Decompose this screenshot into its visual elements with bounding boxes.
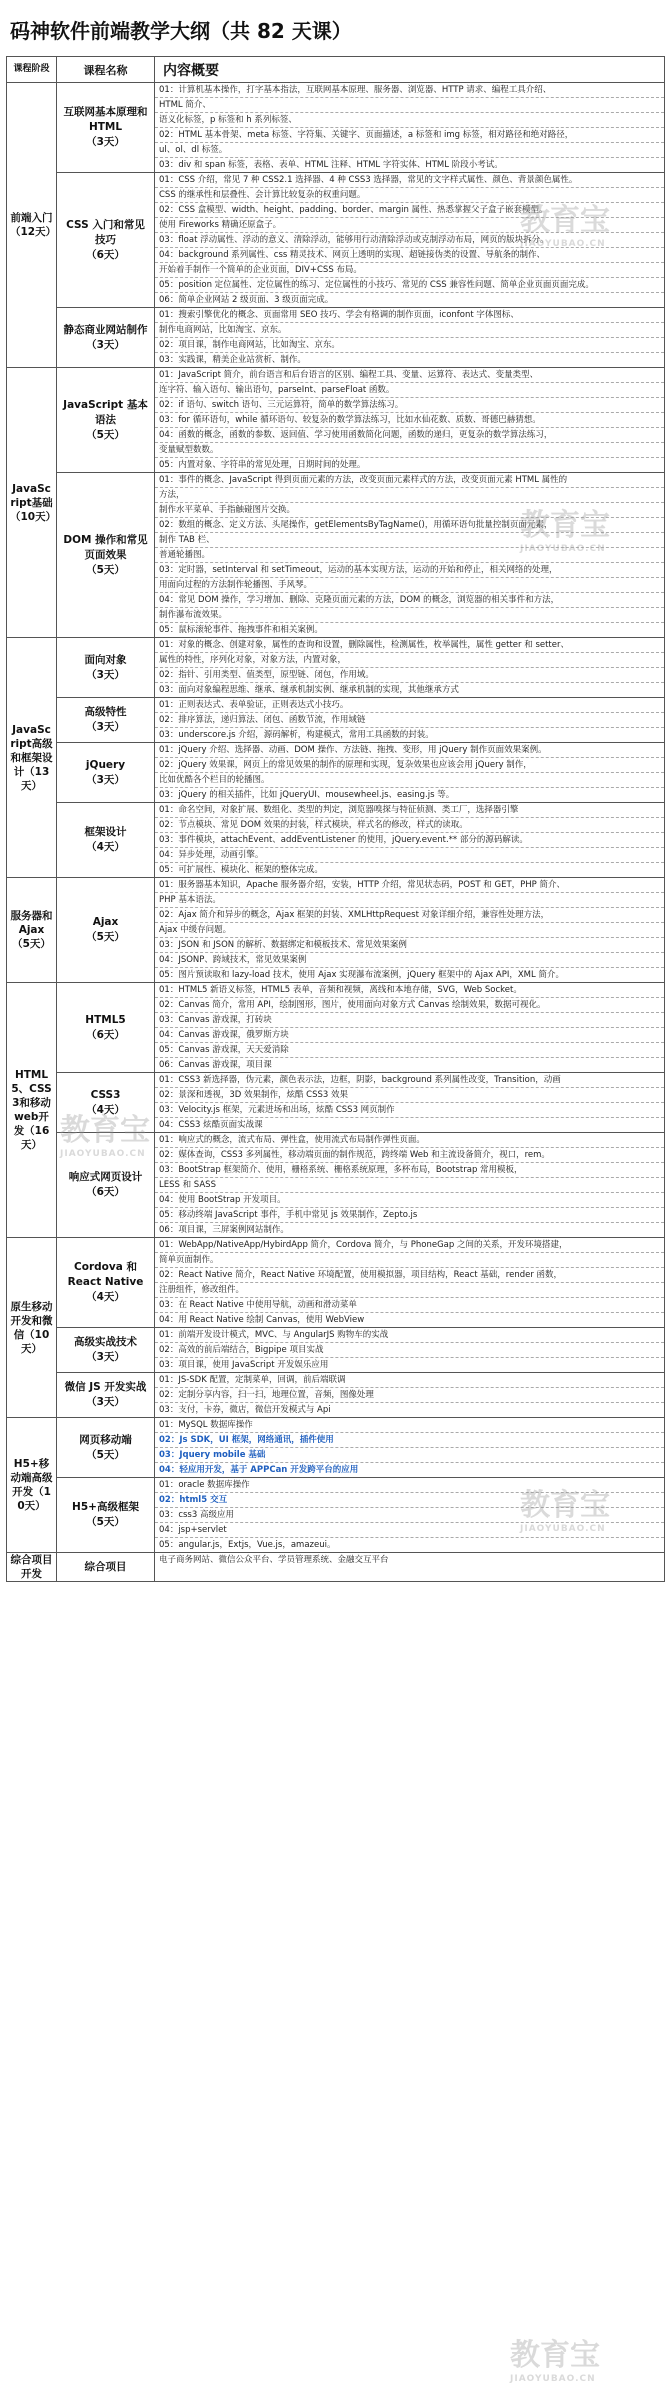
course-days: （6天） [86, 248, 125, 261]
desc-line: 03：项目课，使用 JavaScript 开发娱乐应用 [155, 1357, 664, 1372]
desc-line: 01：HTML5 新语义标签，HTML5 表单，音频和视频，离线和本地存储，SVG，Web Socket。 [159, 985, 522, 995]
course-days: （3天） [86, 773, 125, 786]
course-cell [57, 1073, 155, 1133]
desc-line: 04：异步处理，动画引擎。 [155, 847, 664, 862]
desc-line: 简单页面制作。 [155, 1252, 664, 1267]
course-name: JavaScript 基本语法 [63, 398, 148, 426]
desc-line: 03：jQuery 的相关插件，比如 jQueryUI、mousewheel.js、easing.js 等。 [155, 787, 664, 802]
watermark: 教育宝 JIAOYUBAO.CN [520, 203, 610, 249]
desc-line: 03：事件模块，attachEvent、addEventListener 的使用，jQuery.event.** 部分的源码解读。 [155, 832, 664, 847]
desc-line: 05：移动终端 JavaScript 事件，手机中常见 js 效果制作，Zepto.js [155, 1207, 664, 1222]
course-cell [57, 983, 155, 1073]
desc-line: 01：jQuery 介绍、选择器、动画、DOM 操作、方法链、拖拽、变形，用 jQuery 制作页面效果案例。 [159, 745, 547, 755]
course-desc [155, 698, 665, 743]
desc-line: 05：图片预读取和 lazy-load 技术，使用 Ajax 实现瀑布流案例，jQuery 框架中的 Ajax API，XML 简介。 [155, 967, 664, 982]
course-days: （4天） [86, 1291, 125, 1303]
desc-line: 01：命名空间，对象扩展、数组化、类型的判定，浏览器嗅探与特征侦测、类工厂，选择器引擎 [159, 805, 519, 815]
desc-line: 比如优酷各个栏目的轮播图。 [155, 772, 664, 787]
desc-line: 属性的特性，序列化对象，对象方法，内置对象， [155, 652, 664, 667]
desc-line: 05：Canvas 游戏课，天天爱消除 [155, 1042, 664, 1057]
table-row [7, 1553, 665, 1582]
desc-line: 02：jQuery 效果课，网页上的常见效果的制作的原理和实现，复杂效果也应该会用 jQuery 制作， [155, 757, 664, 772]
course-desc [155, 1073, 665, 1133]
course-cell [57, 743, 155, 803]
stage-name: HTML5、CSS3和移动web开发（16天） [7, 983, 57, 1238]
course-name: DOM 操作和常见页面效果 [63, 533, 148, 561]
desc-line: 开始着手制作一个简单的企业页面，DIV+CSS 布局。 [155, 262, 664, 277]
desc-line: 01：JS-SDK 配置，定制菜单，回调，前后端联调 [159, 1375, 346, 1385]
table-row [7, 698, 665, 743]
course-cell [57, 368, 155, 473]
desc-line: 02：高效的前后端结合，Bigpipe 项目实战 [155, 1342, 664, 1357]
course-days: （3天） [86, 338, 125, 351]
desc-line: 使用 Fireworks 精确还原盒子。 [155, 217, 664, 232]
desc-line: PHP 基本语法。 [155, 892, 664, 907]
desc-line: 语义化标签，p 标签和 h 系列标签、 [155, 112, 664, 127]
table-row [7, 983, 665, 1073]
table-row [7, 1133, 665, 1238]
table-row [7, 308, 665, 368]
course-cell [57, 173, 155, 308]
desc-line: 02：React Native 简介，React Native 环境配置，使用模拟器，项目结构，React 基础，render 函数， [155, 1267, 664, 1282]
header-stage: 课程阶段 [7, 57, 57, 83]
desc-line: 04：函数的概念，函数的参数、返回值、学习使用函数简化问题，函数的递归，更复杂的数学算法练习， [155, 427, 664, 442]
table-header-row [7, 57, 665, 83]
desc-line: ul、ol、dl 标签。 [155, 142, 664, 157]
course-days: （5天） [86, 1448, 125, 1461]
desc-line: Ajax 中缓存问题。 [155, 922, 664, 937]
course-name: HTML5 [85, 1013, 126, 1026]
course-name: CSS3 [90, 1088, 121, 1101]
desc-line: 02：节点模块、常见 DOM 效果的封装，样式模块，样式名的修改，样式的读取。 [155, 817, 664, 832]
course-desc [155, 1238, 665, 1328]
desc-line: 03：BootStrap 框架简介、使用，栅格系统、栅格系统原理，多杯布局，Bootstrap 常用模板， [155, 1162, 664, 1177]
course-cell [57, 1133, 155, 1238]
desc-line: 01：JavaScript 简介，前台语言和后台语言的区别、编程工具、变量、运算符、表达式、变量类型、 [159, 370, 539, 380]
course-cell [57, 1418, 155, 1478]
desc-line: 制作电商网站，比如淘宝、京东。 [155, 322, 664, 337]
stage-name: JavaScript高级和框架设计（13天） [7, 638, 57, 878]
desc-line: 电子商务网站、微信公众平台、学员管理系统、金融交互平台 [159, 1555, 389, 1565]
desc-line: 03：css3 高级应用 [155, 1507, 664, 1522]
desc-line: CSS 的继承性和层叠性、会计算比较复杂的权重问题。 [155, 187, 664, 202]
course-name: 高级实战技术 [74, 1336, 137, 1348]
course-cell [57, 803, 155, 878]
course-name: 面向对象 [84, 653, 127, 666]
desc-line: 01：oracle 数据库操作 [159, 1480, 250, 1490]
desc-line: 01：CSS3 新选择器，伪元素，颜色表示法，边框，阴影，background 系列属性改变，Transition，动画 [159, 1075, 561, 1085]
course-days: （5天） [86, 1516, 125, 1528]
desc-line: 03：for 循环语句，while 循环语句、较复杂的数学算法练习，比如水仙花数、质数、哥德巴赫猜想。 [155, 412, 664, 427]
desc-line: 01：WebApp/NativeApp/HybirdApp 简介，Cordova 简介，与 PhoneGap 之间的关系，开发环境搭建， [159, 1240, 568, 1250]
desc-line: 05：鼠标滚轮事件、拖拽事件和相关案例。 [155, 622, 664, 637]
desc-line: 06：简单企业网站 2 级页面、3 级页面完成。 [155, 292, 664, 307]
watermark: 教育宝 JIAOYUBAO.CN [60, 1113, 150, 1159]
desc-line: 01：服务器基本知识，Apache 服务器介绍，安装，HTTP 介绍，常见状态码，POST 和 GET，PHP 简介、 [159, 880, 565, 890]
desc-line: 01：响应式的概念，流式布局、弹性盒，使用流式布局制作弹性页面。 [159, 1135, 425, 1145]
desc-line: 01：计算机基本操作，打字基本指法，互联网基本原理、服务器、浏览器、HTTP 请求、编程工具介绍、 [159, 85, 552, 95]
desc-line: 02：html5 交互 [155, 1492, 664, 1507]
desc-line: 01：搜索引擎优化的概念、页面常用 SEO 技巧、学会有格调的制作页面，iconfont 字体图标、 [159, 310, 519, 320]
desc-line: 02：数组的概念、定义方法、头尾操作，getElementsByTagName()，用循环语句批量控制页面元素， [155, 517, 664, 532]
course-desc [155, 1478, 665, 1553]
desc-line: 03：underscore.js 介绍，源码解析，构建模式，常用工具函数的封装。 [155, 727, 664, 742]
watermark: 教育宝 JIAOYUBAO.CN [520, 1488, 610, 1534]
desc-line: 注册组件，修改组件。 [155, 1282, 664, 1297]
desc-line: 03：支付，卡券，微店，微信开发模式与 Api [155, 1402, 664, 1417]
course-desc [155, 83, 665, 173]
stage-name: H5+移动端高级开发（10天） [7, 1418, 57, 1553]
table-row [7, 1238, 665, 1328]
course-desc [155, 473, 665, 638]
course-desc [155, 743, 665, 803]
desc-line: 变量赋型数数。 [155, 442, 664, 457]
desc-line: 普通轮播图。 [155, 547, 664, 562]
course-desc [155, 173, 665, 308]
course-cell [57, 1328, 155, 1373]
course-desc [155, 1418, 665, 1478]
desc-line: 03：Velocity.js 框架，元素进场和出场，炫酷 CSS3 网页制作 [155, 1102, 664, 1117]
table-row [7, 368, 665, 473]
course-desc [155, 878, 665, 983]
stage-name: JavaScript基础（10天） [7, 368, 57, 638]
table-row [7, 1478, 665, 1553]
course-cell [57, 638, 155, 698]
header-course: 课程名称 [57, 57, 155, 83]
desc-line: 04：常见 DOM 操作，学习增加、删除、克隆页面元素的方法，DOM 的概念，浏览器的相关事件和方法， [155, 592, 664, 607]
desc-line: 03：面向对象编程思维、继承、继承机制实例、继承机制的实现，其他继承方式 [155, 682, 664, 697]
course-cell [57, 308, 155, 368]
desc-line: 制作瀑布流效果。 [155, 607, 664, 622]
syllabus-table [6, 56, 665, 1582]
stage-name: 前端入门（12天） [7, 83, 57, 368]
course-desc [155, 803, 665, 878]
desc-line: 03：div 和 span 标签，表格、表单、HTML 注释、HTML 字符实体、HTML 阶段小考试。 [155, 157, 664, 172]
table-row [7, 1328, 665, 1373]
desc-line: 04：Canvas 游戏课，俄罗斯方块 [155, 1027, 664, 1042]
desc-line: 01：前端开发设计模式，MVC、与 AngularJS 购物车的实战 [159, 1330, 389, 1340]
desc-line: HTML 简介、 [155, 97, 664, 112]
course-cell [57, 1553, 155, 1582]
desc-line: 方法， [155, 487, 664, 502]
course-name: 框架设计 [84, 826, 127, 838]
course-name: CSS 入门和常见技巧 [66, 218, 145, 246]
course-name: Ajax [92, 916, 119, 928]
course-days: （3天） [86, 721, 125, 733]
course-days: （6天） [86, 1186, 125, 1198]
desc-line: 02：HTML 基本骨架、meta 标签、字符集、关键字、页面描述，a 标签和 img 标签，相对路径和绝对路径， [155, 127, 664, 142]
desc-line: 02：Canvas 简介，常用 API，绘制图形，图片，使用面向对象方式 Canvas 绘制效果，数据可视化。 [155, 997, 664, 1012]
course-days: （5天） [86, 563, 125, 576]
desc-line: 01：CSS 介绍，常见 7 种 CSS2.1 选择器、4 种 CSS3 选择器，常见的文字样式属性、颜色、背景颜色属性。 [159, 175, 578, 185]
desc-line: 03：实践课，精美企业站赏析、制作。 [155, 352, 664, 367]
table-row [7, 1373, 665, 1418]
course-days: （3天） [86, 1396, 125, 1408]
table-row [7, 743, 665, 803]
course-cell [57, 473, 155, 638]
desc-line: 02：if 语句、switch 语句、三元运算符，简单的数学算法练习。 [155, 397, 664, 412]
course-name: 互联网基本原理和 HTML [63, 106, 148, 133]
desc-line: 01：事件的概念、JavaScript 得到页面元素的方法，改变页面元素样式的方法，改变页面元素 HTML 属性的 [159, 475, 568, 485]
stage-name: 服务器和Ajax（5天） [7, 878, 57, 983]
desc-line: 03：float 浮动属性、浮动的意义、清除浮动，能够用行动清除浮动或克制浮动布局，网页的版块拆分。 [155, 232, 664, 247]
table-row [7, 638, 665, 698]
course-name: 静态商业网站制作 [63, 323, 148, 336]
desc-line: 06：Canvas 游戏课，项目课 [155, 1057, 664, 1072]
desc-line: 05：可扩展性、模块化、框架的整体完成。 [155, 862, 664, 877]
stage-name: 原生移动开发和微信（10天） [7, 1238, 57, 1418]
desc-line: 02：定制分享内容，扫一扫，地理位置，音频，图像处理 [155, 1387, 664, 1402]
course-days: （6天） [86, 1028, 125, 1041]
course-cell [57, 878, 155, 983]
desc-line: 04：JSONP、跨域技术，常见效果案例 [155, 952, 664, 967]
desc-line: 02：项目课，制作电商网站，比如淘宝、京东。 [155, 337, 664, 352]
course-name: 微信 JS 开发实战 [64, 1381, 147, 1393]
header-desc: 内容概要 [155, 57, 665, 83]
desc-line: 02：媒体查询，CSS3 多列属性，移动端页面的制作规范，跨终端 Web 和主流设备简介，视口，rem。 [155, 1147, 664, 1162]
desc-line: 01：正则表达式、表单验证，正则表达式小技巧。 [159, 700, 349, 710]
desc-line: 用面向过程的方法制作轮播图、手风琴。 [155, 577, 664, 592]
course-desc [155, 983, 665, 1073]
desc-line: 02：指针、引用类型、值类型，原型链、闭包，作用域。 [155, 667, 664, 682]
course-desc [155, 1553, 665, 1582]
table-row [7, 83, 665, 173]
desc-line: 04：使用 BootStrap 开发项目。 [155, 1192, 664, 1207]
desc-line: 06：项目课，三屏案例网站制作。 [155, 1222, 664, 1237]
table-row [7, 173, 665, 308]
desc-line: 02：景深和透视，3D 效果制作，炫酷 CSS3 效果 [155, 1087, 664, 1102]
desc-line: 05：内置对象、字符串的常见处理，日期时间的处理。 [155, 457, 664, 472]
desc-line: 04：background 系列属性、css 精灵技术、网页上透明的实现、超链接伪类的设置、导航条的制作、 [155, 247, 664, 262]
course-desc [155, 368, 665, 473]
desc-line: 02：Js SDK，UI 框架，网络通讯，插件使用 [155, 1432, 664, 1447]
course-cell [57, 1373, 155, 1418]
course-days: （3天） [86, 1351, 125, 1363]
table-row [7, 1073, 665, 1133]
desc-line: 03：在 React Native 中使用导航，动画和滑动菜单 [155, 1297, 664, 1312]
course-days: （4天） [86, 841, 125, 853]
desc-line: 01：对象的概念、创建对象，属性的查询和设置，删除属性，检测属性，枚举属性，属性 getter 和 setter、 [159, 640, 569, 650]
course-cell [57, 83, 155, 173]
watermark: 教育宝 JIAOYUBAO.CN [520, 508, 610, 554]
desc-line: 03：Jquery mobile 基础 [155, 1447, 664, 1462]
desc-line: 制作水平菜单、手指触碰图片交换。 [155, 502, 664, 517]
desc-line: 03：JSON 和 JSON 的解析、数据绑定和模板技术、常见效果案例 [155, 937, 664, 952]
course-days: （5天） [86, 931, 125, 943]
table-body [7, 83, 665, 1582]
course-cell [57, 1238, 155, 1328]
table-row [7, 473, 665, 638]
desc-line: 连字符、输入语句、输出语句，parseInt、parseFloat 函数。 [155, 382, 664, 397]
desc-line: 04：轻应用开发，基于 APPCan 开发跨平台的应用 [155, 1462, 664, 1477]
desc-line: 02：CSS 盒模型、width、height、padding、border、margin 属性、热悉掌握父子盒子嵌套模型。 [155, 202, 664, 217]
course-days: （3天） [86, 668, 125, 681]
course-days: （4天） [86, 1103, 125, 1116]
desc-line: 制作 TAB 栏、 [155, 532, 664, 547]
desc-line: 05：angular.js，Extjs，Vue.js，amazeui。 [155, 1537, 664, 1552]
course-name: 高级特性 [84, 706, 127, 718]
desc-line: 04：用 React Native 绘制 Canvas，使用 WebView [155, 1312, 664, 1327]
desc-line: 02：排序算法，递归算法、闭包、函数节流，作用域链 [155, 712, 664, 727]
course-name: 综合项目 [84, 1560, 127, 1573]
course-name: Cordova 和 React Native [67, 1261, 144, 1288]
desc-line: 05：position 定位属性、定位属性的练习、定位属性的小技巧、常见的 CSS 兼容性问题、简单企业页面页面完成。 [155, 277, 664, 292]
table-row [7, 803, 665, 878]
course-desc [155, 638, 665, 698]
course-desc [155, 1373, 665, 1418]
course-desc [155, 1133, 665, 1238]
course-days: （3天） [86, 136, 125, 148]
desc-line: 01：MySQL 数据库操作 [159, 1420, 253, 1430]
course-days: （5天） [86, 428, 125, 441]
course-name: 响应式网页设计 [68, 1171, 143, 1183]
desc-line: 04：jsp+servlet [155, 1522, 664, 1537]
course-name: 网页移动端 [79, 1433, 132, 1446]
desc-line: LESS 和 SASS [155, 1177, 664, 1192]
desc-line: 03：定时器，setInterval 和 setTimeout，运动的基本实现方法，运动的开始和停止，相关网络的处理， [155, 562, 664, 577]
desc-line: 02：Ajax 简介和异步的概念，Ajax 框架的封装、XMLHttpRequest 对象详细介绍，兼容性处理方法， [155, 907, 664, 922]
desc-line: 03：Canvas 游戏课，打砖块 [155, 1012, 664, 1027]
course-cell [57, 1478, 155, 1553]
course-name: jQuery [85, 758, 126, 771]
course-desc [155, 308, 665, 368]
table-row [7, 878, 665, 983]
course-name: H5+高级框架 [72, 1501, 139, 1513]
watermark: 教育宝 JIAOYUBAO.CN [510, 2338, 600, 2384]
desc-line: 04：CSS3 炫酷页面实战课 [155, 1117, 664, 1132]
table-row [7, 1418, 665, 1478]
page-title: 码神软件前端教学大纲（共 82 天课） [10, 19, 352, 43]
course-cell [57, 698, 155, 743]
course-desc [155, 1328, 665, 1373]
stage-name: 综合项目开发 [7, 1553, 57, 1582]
